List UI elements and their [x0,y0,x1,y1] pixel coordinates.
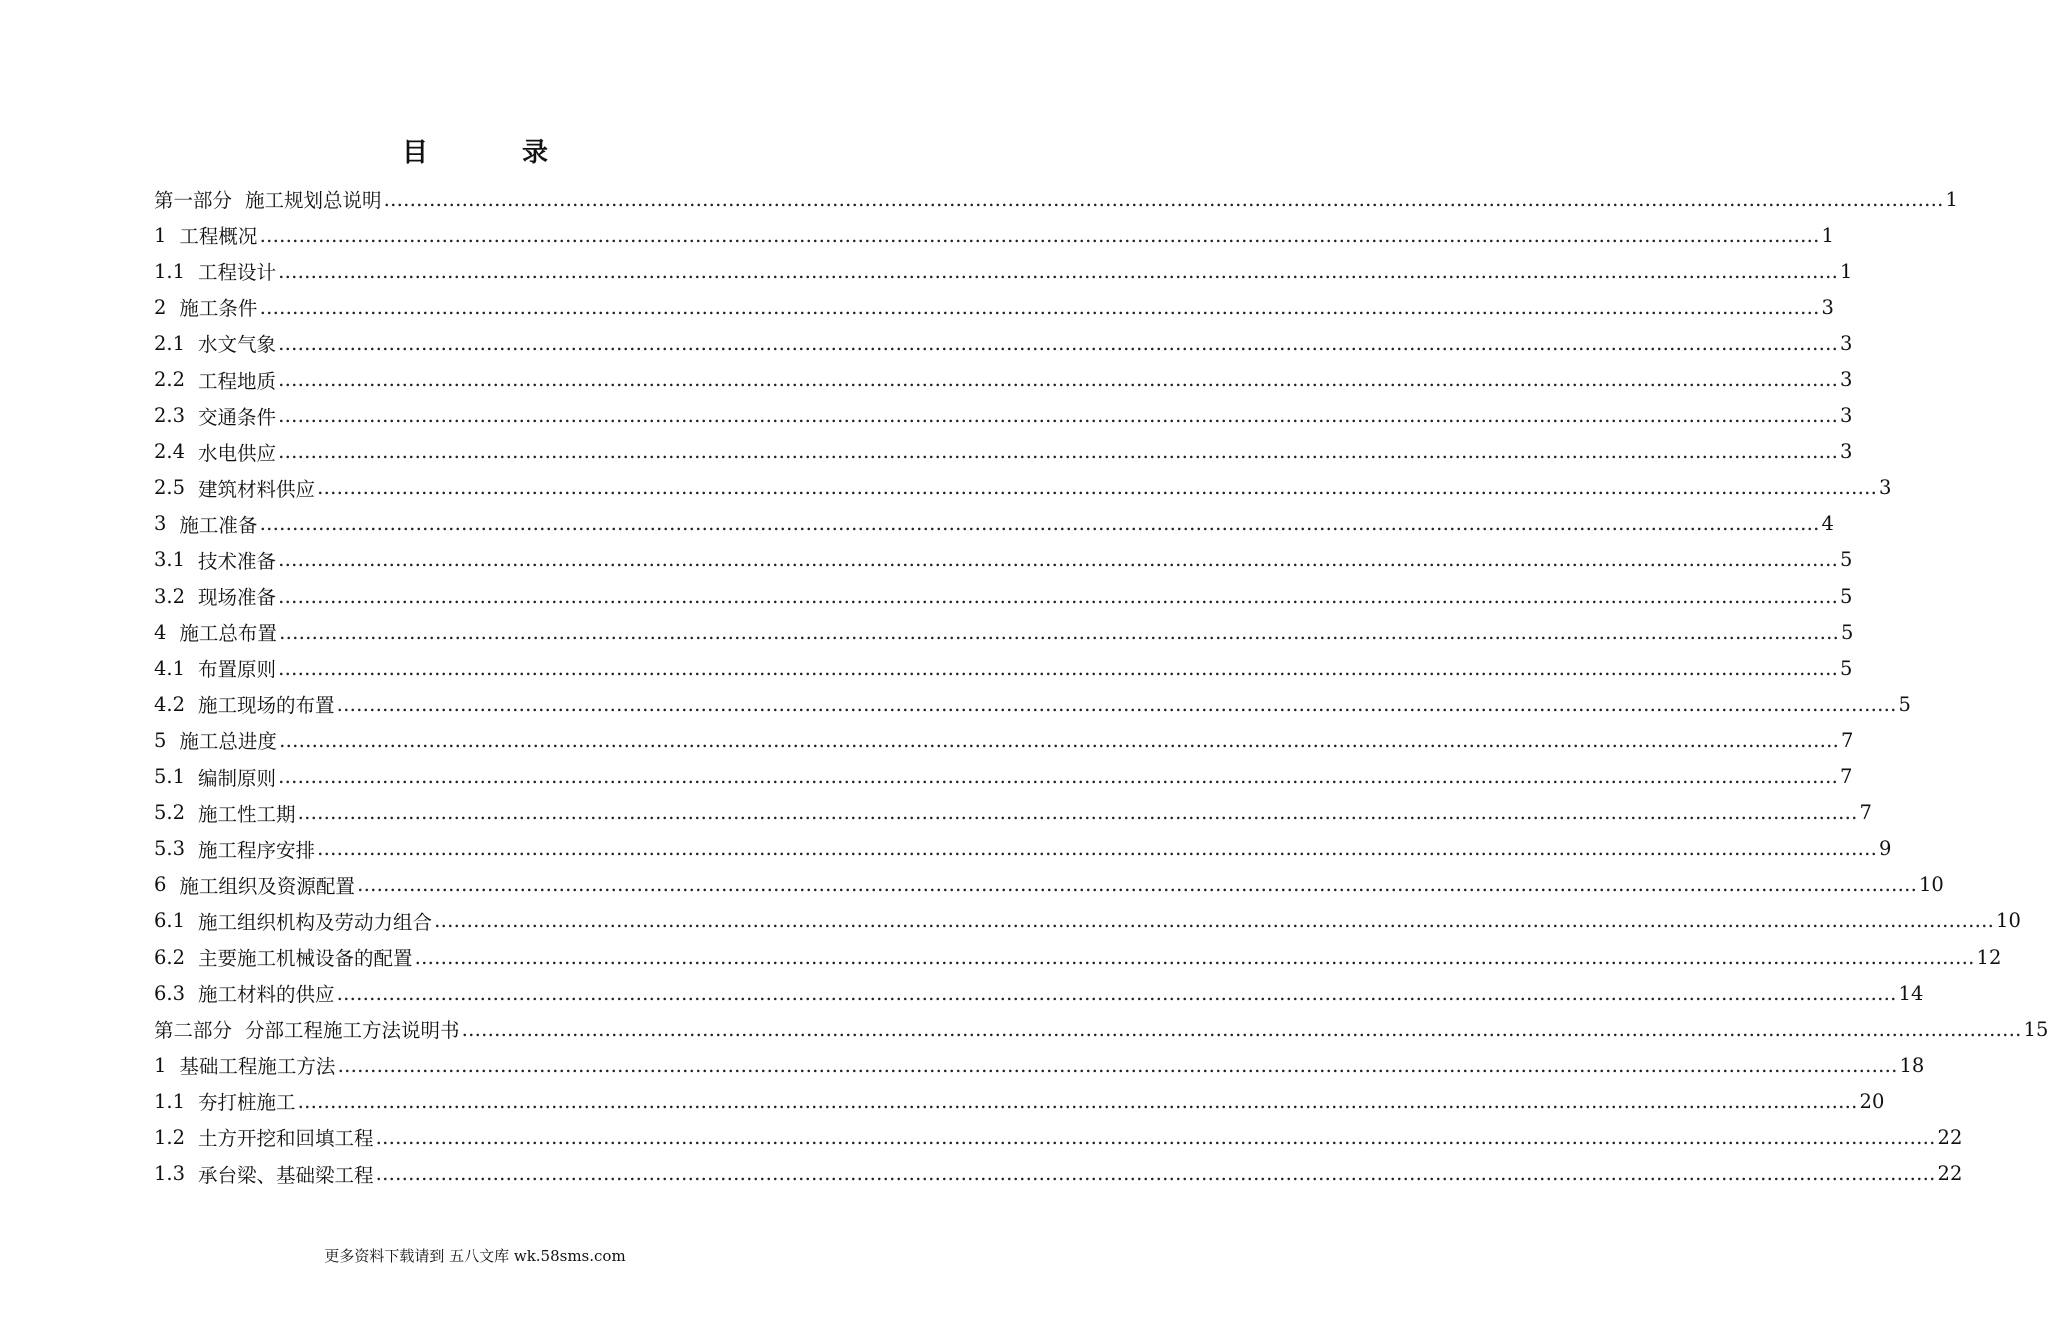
toc-entry-page: 7 [1840,765,1853,789]
toc-dot-leader: …………………………………………………………………………………………………………………………………………………………………………………………………………………… [259,512,1820,536]
toc-entry-page: 5 [1840,584,1853,608]
toc-entry-label: 交通条件 [198,405,277,429]
toc-entry[interactable] [154,289,1834,325]
toc-entry-label: 施工规划总说明 [245,189,382,213]
toc-entry-page: 20 [1859,1089,1885,1113]
toc-entry-label: 施工性工期 [198,802,296,826]
toc-entry-number: 4.2 [154,692,186,716]
toc-dot-leader: …………………………………………………………………………………………………………………………………………………………………………………………………………………… [297,801,1858,825]
toc-entry-number: 2.3 [154,404,186,428]
table-of-contents [154,181,2048,1192]
toc-entry-label: 编制原则 [198,766,277,790]
toc-dot-leader: …………………………………………………………………………………………………………………………………………………………………………………………………………………… [278,656,1839,680]
toc-entry-label: 布置原则 [198,658,277,682]
toc-entry[interactable] [154,722,1854,758]
toc-entry[interactable] [154,434,1853,470]
toc-entry-number: 6.1 [154,909,186,933]
toc-dot-leader: …………………………………………………………………………………………………………………………………………………………………………………………………………………… [461,1017,2022,1041]
toc-entry[interactable] [154,578,1853,614]
toc-dot-leader: …………………………………………………………………………………………………………………………………………………………………………………………………………………… [317,837,1878,861]
toc-entry-label: 水文气象 [198,333,277,357]
toc-entry-page: 5 [1840,548,1853,572]
toc-entry[interactable] [154,867,1944,903]
toc-entry-page: 12 [1976,945,2002,969]
toc-dot-leader: …………………………………………………………………………………………………………………………………………………………………………………………………………………… [317,476,1878,500]
toc-entry[interactable] [154,1011,2048,1047]
toc-entry-page: 4 [1821,512,1834,536]
toc-dot-leader: …………………………………………………………………………………………………………………………………………………………………………………………………………………… [278,548,1839,572]
toc-entry-page: 5 [1840,656,1853,680]
toc-entry-page: 22 [1937,1125,1963,1149]
toc-dot-leader: …………………………………………………………………………………………………………………………………………………………………………………………………………………… [356,873,1917,897]
toc-entry-page: 5 [1840,620,1854,644]
toc-dot-leader: …………………………………………………………………………………………………………………………………………………………………………………………………………………… [278,584,1839,608]
toc-entry-number: 6.3 [154,981,186,1005]
toc-dot-leader: …………………………………………………………………………………………………………………………………………………………………………………………………………………… [278,765,1839,789]
toc-entry-label: 施工准备 [179,513,258,537]
toc-dot-leader: …………………………………………………………………………………………………………………………………………………………………………………………………………………… [375,1162,1936,1186]
toc-entry-number: 1.1 [154,1089,186,1113]
toc-dot-leader: …………………………………………………………………………………………………………………………………………………………………………………………………………………… [336,692,1897,716]
toc-entry-number: 3.2 [154,584,186,608]
toc-entry-page: 1 [1945,187,1958,211]
toc-entry[interactable] [154,217,1834,253]
toc-entry-label: 施工材料的供应 [198,983,335,1007]
toc-entry-label: 施工组织及资源配置 [179,874,355,898]
toc-dot-leader: …………………………………………………………………………………………………………………………………………………………………………………………………………………… [278,259,1839,283]
toc-entry[interactable] [154,939,2002,975]
toc-entry-page: 7 [1859,801,1872,825]
toc-entry-number: 3.1 [154,548,186,572]
toc-entry-number: 2.2 [154,368,186,392]
toc-entry-number: 5.1 [154,765,186,789]
toc-entry-label: 主要施工机械设备的配置 [198,947,413,971]
toc-entry-number: 5.2 [154,801,186,825]
toc-entry-label: 建筑材料供应 [198,477,316,501]
toc-entry-page: 22 [1937,1162,1963,1186]
toc-entry-page: 10 [1996,909,2021,933]
toc-dot-leader: …………………………………………………………………………………………………………………………………………………………………………………………………………………… [414,945,1975,969]
toc-dot-leader: …………………………………………………………………………………………………………………………………………………………………………………………………………………… [337,1053,1898,1077]
toc-entry-page: 7 [1840,728,1854,752]
footer-note: 更多资料下载请到 五八文库 wk.58sms.com [324,1247,626,1265]
toc-entry-number: 2 [154,295,167,319]
toc-dot-leader: …………………………………………………………………………………………………………………………………………………………………………………………………………………… [259,295,1820,319]
toc-entry-number: 1.1 [154,259,186,283]
toc-entry[interactable] [154,759,1853,795]
toc-entry[interactable] [154,542,1853,578]
toc-entry-page: 18 [1899,1053,1925,1077]
toc-dot-leader: …………………………………………………………………………………………………………………………………………………………………………………………………………………… [278,620,1839,644]
toc-entry-label: 工程概况 [179,225,258,249]
toc-entry-page: 1 [1821,223,1834,247]
toc-entry[interactable] [154,650,1853,686]
toc-dot-leader: …………………………………………………………………………………………………………………………………………………………………………………………………………………… [434,909,1995,933]
toc-entry[interactable] [154,1083,1885,1119]
toc-entry[interactable] [154,398,1853,434]
toc-entry-page: 1 [1840,259,1853,283]
toc-entry-number: 2.5 [154,476,186,500]
toc-entry-number: 6.2 [154,945,186,969]
toc-dot-leader: …………………………………………………………………………………………………………………………………………………………………………………………………………………… [278,440,1839,464]
toc-entry-label: 施工现场的布置 [198,694,335,718]
toc-dot-leader: …………………………………………………………………………………………………………………………………………………………………………………………………………………… [278,331,1839,355]
toc-entry[interactable] [154,470,1892,506]
toc-entry-label: 土方开挖和回填工程 [198,1127,374,1151]
toc-title: 目 录 [401,138,582,168]
toc-entry-number: 第一部分 [154,189,233,213]
toc-entry-label: 施工条件 [179,297,258,321]
toc-entry-label: 施工组织机构及劳动力组合 [198,910,433,934]
toc-entry-number: 1.2 [154,1125,186,1149]
toc-entry-label: 现场准备 [198,586,277,610]
toc-entry-page: 3 [1840,404,1853,428]
toc-entry-number: 1 [154,1053,167,1077]
toc-entry[interactable] [154,975,1924,1011]
toc-entry-page: 3 [1879,476,1892,500]
toc-entry-page: 5 [1898,692,1911,716]
toc-entry[interactable] [154,1156,1963,1192]
toc-entry-number: 第二部分 [154,1019,233,1043]
toc-dot-leader: …………………………………………………………………………………………………………………………………………………………………………………………………………………… [278,404,1839,428]
toc-entry-label: 工程地质 [198,369,277,393]
toc-entry-number: 5 [154,728,167,752]
toc-dot-leader: …………………………………………………………………………………………………………………………………………………………………………………………………………………… [297,1089,1858,1113]
toc-entry-label: 工程设计 [198,261,277,285]
toc-entry[interactable] [154,253,1853,289]
toc-dot-leader: …………………………………………………………………………………………………………………………………………………………………………………………………………………… [278,368,1839,392]
toc-entry-page: 3 [1821,295,1834,319]
toc-dot-leader: …………………………………………………………………………………………………………………………………………………………………………………………………………………… [259,223,1820,247]
toc-entry-number: 1 [154,223,167,247]
toc-entry-label: 技术准备 [198,549,277,573]
toc-entry-number: 1.3 [154,1162,186,1186]
toc-entry[interactable] [154,1119,1963,1155]
toc-entry[interactable] [154,361,1853,397]
toc-entry-number: 2.1 [154,331,186,355]
toc-entry-number: 4.1 [154,656,186,680]
toc-entry-number: 6 [154,873,167,897]
toc-entry-label: 施工程序安排 [198,838,316,862]
toc-entry-label: 承台梁、基础梁工程 [198,1163,374,1187]
toc-entry-number: 5.3 [154,837,186,861]
toc-entry-label: 分部工程施工方法说明书 [245,1019,460,1043]
toc-entry[interactable] [154,1047,1925,1083]
toc-entry-page: 3 [1840,331,1853,355]
toc-entry[interactable] [154,325,1853,361]
toc-entry-number: 2.4 [154,440,186,464]
toc-entry-page: 10 [1918,873,1944,897]
toc-entry-number: 3 [154,512,167,536]
toc-entry-page: 15 [2023,1017,2048,1041]
toc-entry[interactable] [154,614,1854,650]
toc-entry[interactable] [154,903,2021,939]
toc-entry[interactable] [154,506,1834,542]
toc-dot-leader: …………………………………………………………………………………………………………………………………………………………………………………………………………………… [278,728,1839,752]
toc-entry-label: 施工总进度 [179,730,277,754]
toc-entry-page: 14 [1898,981,1924,1005]
toc-entry-label: 施工总布置 [179,622,277,646]
toc-entry-label: 基础工程施工方法 [179,1055,336,1079]
toc-dot-leader: …………………………………………………………………………………………………………………………………………………………………………………………………………………… [375,1125,1936,1149]
toc-entry[interactable] [154,686,1911,722]
toc-entry-label: 水电供应 [198,441,277,465]
toc-entry[interactable] [154,831,1892,867]
toc-dot-leader: …………………………………………………………………………………………………………………………………………………………………………………………………………………… [336,981,1897,1005]
toc-entry-page: 3 [1840,440,1853,464]
toc-entry-page: 9 [1879,837,1892,861]
toc-dot-leader: …………………………………………………………………………………………………………………………………………………………………………………………………………………… [383,187,1944,211]
toc-entry[interactable] [154,181,1958,217]
toc-entry-number: 4 [154,620,167,644]
toc-entry[interactable] [154,795,1872,831]
toc-entry-label: 夯打桩施工 [198,1091,296,1115]
toc-entry-page: 3 [1840,368,1853,392]
